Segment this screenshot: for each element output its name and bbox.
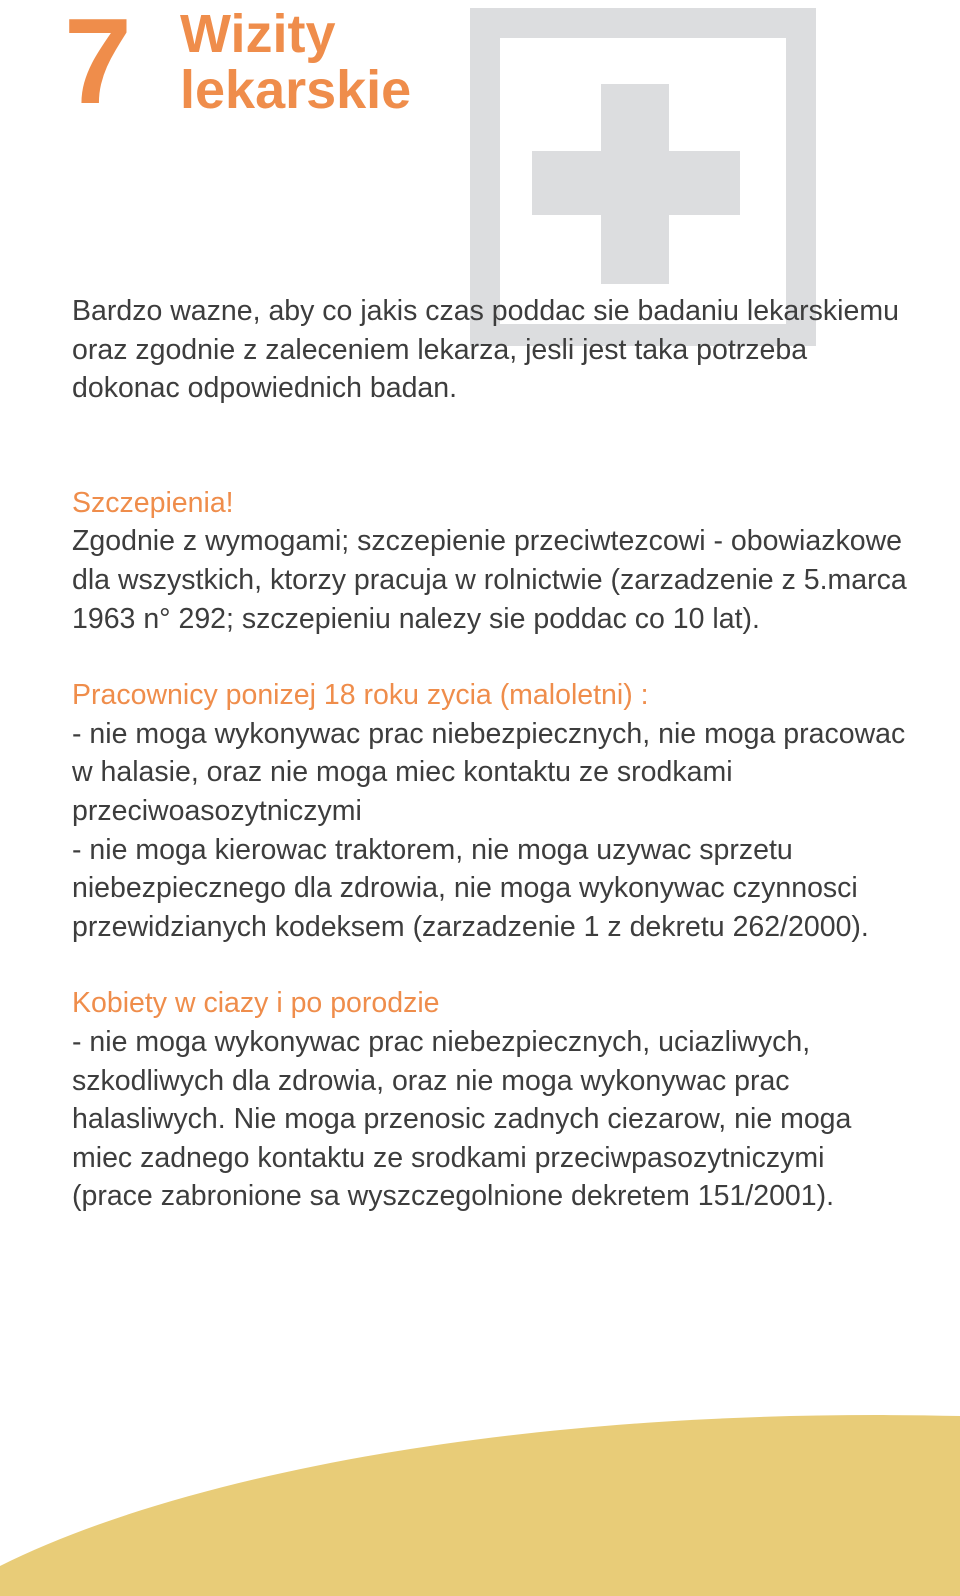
vaccinations-section — [72, 484, 912, 638]
minors-heading: Pracownicy ponizej 18 roku zycia (maloletni) : — [72, 679, 649, 712]
minors-item-2: - nie moga kierowac traktorem, nie moga uzywac sprzetu niebezpiecznego dla zdrowia, nie moga wykonywac czynnosci przewidzianych kodeksem (zarzadzenie 1 z dekretu 262/2000). — [72, 833, 869, 943]
pregnant-heading: Kobiety w ciazy i po porodzie — [72, 987, 440, 1020]
chapter-number: 7 — [64, 0, 128, 129]
vaccinations-paragraph: Zgodnie z wymogami; szczepienie przeciwtezcowi - obowiazkowe dla wszystkich, ktorzy pracuja w rolnictwie (zarzadzenie z 5.marca 1963 n° 292; szczepieniu nalezy sie poddac co 10 lat). — [72, 525, 907, 635]
minors-item-1: - nie moga wykonywac prac niebezpiecznych, nie moga pracowac w halasie, oraz nie moga miec kontaktu ze srodkami przeciwoasozytniczymi — [72, 717, 906, 827]
bottom-wave-decoration — [0, 1396, 960, 1596]
chapter-title-line-1: Wizity — [180, 4, 336, 64]
main-content — [72, 292, 912, 1254]
chapter-title-line-2: lekarskie — [180, 60, 412, 120]
intro-section — [72, 292, 912, 408]
intro-paragraph: Bardzo wazne, aby co jakis czas poddac sie badaniu lekarskiemu oraz zgodnie z zaleceniem lekarza, jesli jest taka potrzeba dokonac odpowiednich badan. — [72, 295, 899, 405]
pregnant-paragraph: - nie moga wykonywac prac niebezpiecznych, uciazliwych, szkodliwych dla zdrowia, oraz nie moga wykonywac prac halasliwych. Nie moga przenosic zadnych ciezarow, nie moga miec zadnego kontaktu ze srodkami przeciwpasozytniczymi (prace zabronione sa wyszczegolnione dekretem 151/2001). — [72, 1025, 852, 1213]
chapter-title — [180, 6, 411, 118]
minors-section — [72, 676, 912, 946]
pregnant-section — [72, 984, 912, 1216]
vaccinations-heading: Szczepienia! — [72, 486, 234, 519]
